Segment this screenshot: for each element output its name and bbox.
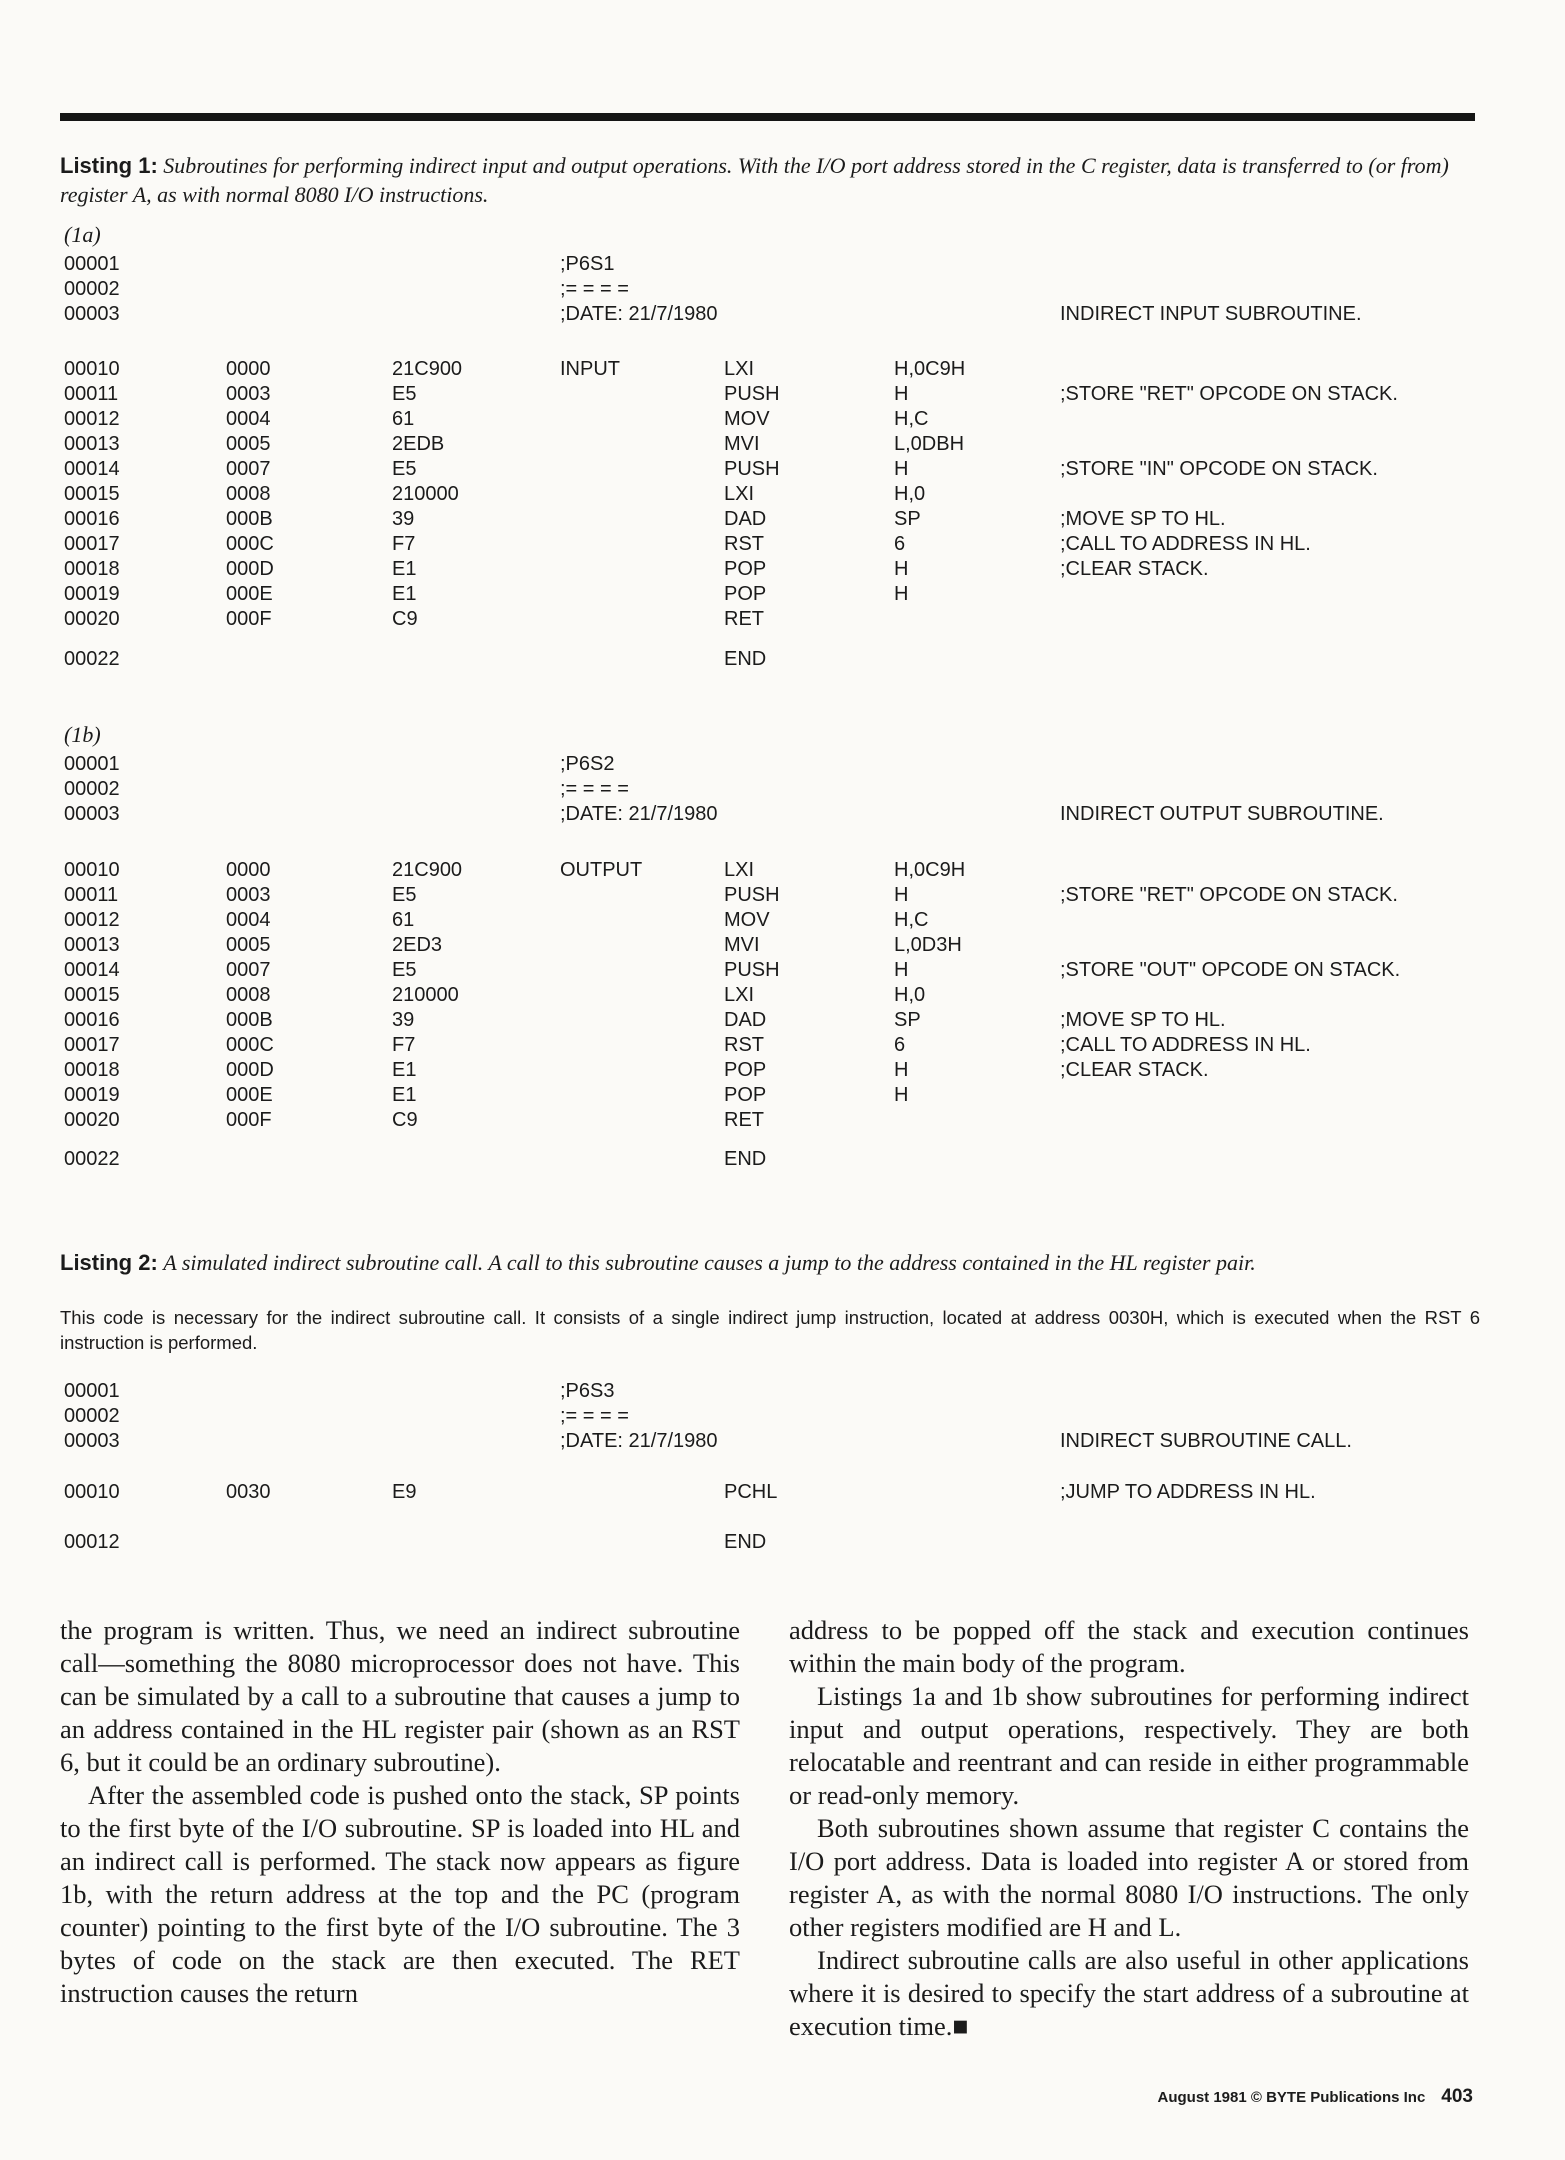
code-cell: MOV xyxy=(724,408,770,430)
code-cell: ;CLEAR STACK. xyxy=(1060,1059,1209,1081)
code-cell: H,0C9H xyxy=(894,859,966,881)
code-cell: E1 xyxy=(392,1059,417,1081)
code-cell: E5 xyxy=(392,383,417,405)
code-line xyxy=(64,252,1484,277)
code-cell: ;STORE "OUT" OPCODE ON STACK. xyxy=(1060,959,1401,981)
body-column-left xyxy=(60,1614,740,2010)
code-line xyxy=(64,1108,1484,1133)
code-cell: 000C xyxy=(226,533,274,555)
listing1b-label: (1b) xyxy=(64,722,101,747)
code-cell: 00022 xyxy=(64,1148,120,1170)
code-cell: F7 xyxy=(392,533,416,555)
code-cell: ;= = = = xyxy=(560,278,629,300)
code-cell: 00010 xyxy=(64,358,120,380)
code-cell: E1 xyxy=(392,583,417,605)
code-cell: DAD xyxy=(724,1009,767,1031)
body-paragraph: the program is written. Thus, we need an indirect subroutine call—something the 8080 microprocessor does not have. This can be simulated by a call to a subroutine that causes a jump to an address contained in the HL register pair (shown as an RST 6, but it could be an ordinary subroutine). xyxy=(60,1615,740,1777)
code-cell: H,C xyxy=(894,408,929,430)
code-cell: RET xyxy=(724,1109,764,1131)
code-cell: 0008 xyxy=(226,483,271,505)
code-cell: MVI xyxy=(724,433,760,455)
code-cell: 0004 xyxy=(226,909,271,931)
code-line xyxy=(64,1058,1484,1083)
code-cell: 0004 xyxy=(226,408,271,430)
code-cell: 00019 xyxy=(64,583,120,605)
code-cell: 00016 xyxy=(64,508,120,530)
code-cell: DAD xyxy=(724,508,767,530)
code-line xyxy=(64,777,1484,802)
code-cell: H xyxy=(894,583,909,605)
code-line xyxy=(64,802,1484,827)
code-line xyxy=(64,1033,1484,1058)
code-cell: E5 xyxy=(392,458,417,480)
body-paragraph: Listings 1a and 1b show subroutines for performing indirect input and output operations, respectively. They are both relocatable and reentrant and can reside in either programmable or read-only memory. xyxy=(789,1681,1469,1810)
code-cell: PUSH xyxy=(724,458,780,480)
code-cell: 00013 xyxy=(64,433,120,455)
code-cell: 0007 xyxy=(226,959,271,981)
body-paragraph: Indirect subroutine calls are also useful in other applications where it is desired to specify the start address of a subroutine at execution time.■ xyxy=(789,1945,1469,2041)
code-cell: 00001 xyxy=(64,253,120,275)
code-cell: 000E xyxy=(226,583,273,605)
code-cell: END xyxy=(724,648,767,670)
code-cell: ;CALL TO ADDRESS IN HL. xyxy=(1060,1034,1311,1056)
code-cell: END xyxy=(724,1531,767,1553)
code-cell: 000C xyxy=(226,1034,274,1056)
code-cell: H xyxy=(894,458,909,480)
code-cell: LXI xyxy=(724,859,755,881)
code-line xyxy=(64,532,1484,557)
code-line xyxy=(64,357,1484,382)
code-cell: E9 xyxy=(392,1481,417,1503)
code-cell: 61 xyxy=(392,408,415,430)
code-cell: 00014 xyxy=(64,959,120,981)
code-cell: 2EDB xyxy=(392,433,445,455)
code-line xyxy=(64,482,1484,507)
code-cell: H xyxy=(894,1084,909,1106)
code-cell: ;MOVE SP TO HL. xyxy=(1060,508,1226,530)
code-cell: 00012 xyxy=(64,408,120,430)
code-cell: 00002 xyxy=(64,1405,120,1427)
code-cell: L,0DBH xyxy=(894,433,965,455)
code-cell: 00010 xyxy=(64,1481,120,1503)
code-cell: F7 xyxy=(392,1034,416,1056)
code-cell: INDIRECT OUTPUT SUBROUTINE. xyxy=(1060,803,1384,825)
code-cell: POP xyxy=(724,583,767,605)
code-cell: 0003 xyxy=(226,884,271,906)
code-cell: 00018 xyxy=(64,1059,120,1081)
page-number: 403 xyxy=(1441,2086,1473,2107)
code-cell: INDIRECT INPUT SUBROUTINE. xyxy=(1060,303,1362,325)
code-cell: 000F xyxy=(226,1109,272,1131)
listing2-caption-text: A simulated indirect subroutine call. A call to this subroutine causes a jump to the address contained in the HL register pair. xyxy=(163,1250,1256,1275)
code-cell: 0000 xyxy=(226,358,271,380)
code-cell: SP xyxy=(894,1009,921,1031)
code-cell: 00002 xyxy=(64,278,120,300)
code-cell: 000E xyxy=(226,1084,273,1106)
code-cell: E5 xyxy=(392,884,417,906)
code-cell: END xyxy=(724,1148,767,1170)
code-line xyxy=(64,958,1484,983)
code-cell: LXI xyxy=(724,358,755,380)
code-cell: 21C900 xyxy=(392,859,463,881)
body-paragraph: address to be popped off the stack and execution continues within the main body of the program. xyxy=(789,1615,1469,1678)
code-cell: H,0 xyxy=(894,984,926,1006)
code-cell: ;= = = = xyxy=(560,1405,629,1427)
code-cell: C9 xyxy=(392,608,418,630)
body-paragraph: Both subroutines shown assume that register C contains the I/O port address. Data is loaded into register A or stored from register A, as with the normal 8080 I/O instructions. The only other registers modified are H and L. xyxy=(789,1813,1469,1942)
code-cell: 000D xyxy=(226,558,274,580)
code-line xyxy=(64,1379,1484,1404)
code-cell: INPUT xyxy=(560,358,620,380)
code-line xyxy=(64,908,1484,933)
code-line xyxy=(64,883,1484,908)
code-cell: H xyxy=(894,959,909,981)
code-line xyxy=(64,1404,1484,1429)
code-cell: ;STORE "RET" OPCODE ON STACK. xyxy=(1060,884,1398,906)
code-cell: 00020 xyxy=(64,1109,120,1131)
code-cell: 00017 xyxy=(64,533,120,555)
code-cell: 00012 xyxy=(64,909,120,931)
code-cell: 00012 xyxy=(64,1531,120,1553)
code-cell: POP xyxy=(724,1084,767,1106)
code-cell: ;DATE: 21/7/1980 xyxy=(560,803,718,825)
code-cell: 61 xyxy=(392,909,415,931)
code-cell: H,0 xyxy=(894,483,926,505)
code-line xyxy=(64,933,1484,958)
code-cell: H,0C9H xyxy=(894,358,966,380)
code-line xyxy=(64,1480,1484,1505)
code-cell: 000D xyxy=(226,1059,274,1081)
code-cell: H xyxy=(894,383,909,405)
code-cell: OUTPUT xyxy=(560,859,643,881)
code-cell: 0008 xyxy=(226,984,271,1006)
code-cell: 000B xyxy=(226,508,273,530)
code-cell: ;MOVE SP TO HL. xyxy=(1060,1009,1226,1031)
code-cell: 00003 xyxy=(64,803,120,825)
code-cell: ;CLEAR STACK. xyxy=(1060,558,1209,580)
code-line xyxy=(64,432,1484,457)
code-cell: RST xyxy=(724,533,764,555)
code-line xyxy=(64,983,1484,1008)
code-cell: 210000 xyxy=(392,483,459,505)
listing2-label: Listing 2: xyxy=(60,1250,158,1275)
code-cell: 00003 xyxy=(64,303,120,325)
code-cell: POP xyxy=(724,558,767,580)
code-cell: PUSH xyxy=(724,959,780,981)
code-cell: RET xyxy=(724,608,764,630)
code-line xyxy=(64,1008,1484,1033)
footer-text: August 1981 © BYTE Publications Inc xyxy=(1157,2089,1426,2106)
code-cell: ;DATE: 21/7/1980 xyxy=(560,1430,718,1452)
code-cell: LXI xyxy=(724,483,755,505)
code-line xyxy=(64,557,1484,582)
listing1-caption-text: Subroutines for performing indirect input and output operations. With the I/O port address stored in the C register, data is transferred to (or from) register A, as with normal 8080 I/O instructions. xyxy=(60,153,1449,207)
code-cell: H xyxy=(894,558,909,580)
code-cell: ;CALL TO ADDRESS IN HL. xyxy=(1060,533,1311,555)
code-cell: ;STORE "RET" OPCODE ON STACK. xyxy=(1060,383,1398,405)
code-cell: 00011 xyxy=(64,884,119,906)
code-cell: 00014 xyxy=(64,458,120,480)
code-cell: 0030 xyxy=(226,1481,271,1503)
code-line xyxy=(64,752,1484,777)
code-cell: 00022 xyxy=(64,648,120,670)
code-cell: 00010 xyxy=(64,859,120,881)
listing2-note: This code is necessary for the indirect subroutine call. It consists of a single indirect jump instruction, located at address 0030H, which is executed when the RST 6 instruction is performed. xyxy=(60,1307,1480,1353)
body-column-right xyxy=(789,1614,1469,2043)
code-cell: E5 xyxy=(392,959,417,981)
code-cell: ;JUMP TO ADDRESS IN HL. xyxy=(1060,1481,1316,1503)
code-cell: ;= = = = xyxy=(560,778,629,800)
code-line xyxy=(64,647,1484,672)
code-cell: ;P6S3 xyxy=(560,1380,615,1402)
code-line xyxy=(64,407,1484,432)
code-cell: MVI xyxy=(724,934,760,956)
code-cell: H,C xyxy=(894,909,929,931)
code-cell: 00001 xyxy=(64,753,120,775)
listing1-label: Listing 1: xyxy=(60,153,158,178)
code-cell: E1 xyxy=(392,558,417,580)
listing1-caption xyxy=(60,151,1480,209)
code-cell: 000F xyxy=(226,608,272,630)
code-line xyxy=(64,382,1484,407)
code-cell: RST xyxy=(724,1034,764,1056)
code-cell: C9 xyxy=(392,1109,418,1131)
code-cell: 00011 xyxy=(64,383,119,405)
code-cell: H xyxy=(894,884,909,906)
code-cell: 00016 xyxy=(64,1009,120,1031)
code-cell: 39 xyxy=(392,1009,415,1031)
code-cell: 000B xyxy=(226,1009,273,1031)
code-cell: 21C900 xyxy=(392,358,463,380)
code-cell: 0005 xyxy=(226,934,271,956)
code-cell: ;STORE "IN" OPCODE ON STACK. xyxy=(1060,458,1378,480)
code-cell: POP xyxy=(724,1059,767,1081)
code-line xyxy=(64,1083,1484,1108)
code-cell: PUSH xyxy=(724,884,780,906)
code-cell: 6 xyxy=(894,533,906,555)
code-cell: 00015 xyxy=(64,483,120,505)
code-cell: MOV xyxy=(724,909,770,931)
code-cell: 00001 xyxy=(64,1380,120,1402)
code-line xyxy=(64,1530,1484,1555)
code-cell: 00018 xyxy=(64,558,120,580)
code-cell: 210000 xyxy=(392,984,459,1006)
listing1a-label: (1a) xyxy=(64,222,101,247)
code-line xyxy=(64,302,1484,327)
code-cell: 00017 xyxy=(64,1034,120,1056)
page-footer xyxy=(1158,2086,1473,2108)
code-cell: ;P6S1 xyxy=(560,253,615,275)
code-cell: 0003 xyxy=(226,383,271,405)
code-cell: PUSH xyxy=(724,383,780,405)
code-cell: 6 xyxy=(894,1034,906,1056)
code-line xyxy=(64,277,1484,302)
code-cell: 00003 xyxy=(64,1430,120,1452)
code-cell: 39 xyxy=(392,508,415,530)
code-cell: ;P6S2 xyxy=(560,753,615,775)
code-cell: 0005 xyxy=(226,433,271,455)
code-cell: 00015 xyxy=(64,984,120,1006)
code-line xyxy=(64,1429,1484,1454)
code-cell: H xyxy=(894,1059,909,1081)
code-cell: 00019 xyxy=(64,1084,120,1106)
code-cell: LXI xyxy=(724,984,755,1006)
code-line xyxy=(64,1147,1484,1172)
code-cell: 0007 xyxy=(226,458,271,480)
code-cell: 00002 xyxy=(64,778,120,800)
code-line xyxy=(64,582,1484,607)
top-rule xyxy=(60,113,1475,121)
code-line xyxy=(64,607,1484,632)
code-cell: INDIRECT SUBROUTINE CALL. xyxy=(1060,1430,1352,1452)
code-cell: 00013 xyxy=(64,934,120,956)
code-cell: 0000 xyxy=(226,859,271,881)
code-line xyxy=(64,858,1484,883)
code-cell: E1 xyxy=(392,1084,417,1106)
code-cell: SP xyxy=(894,508,921,530)
listing2-caption xyxy=(60,1248,1480,1277)
code-cell: 2ED3 xyxy=(392,934,443,956)
code-cell: 00020 xyxy=(64,608,120,630)
code-line xyxy=(64,457,1484,482)
code-line xyxy=(64,507,1484,532)
code-cell: ;DATE: 21/7/1980 xyxy=(560,303,718,325)
code-cell: L,0D3H xyxy=(894,934,962,956)
code-cell: PCHL xyxy=(724,1481,778,1503)
body-paragraph: After the assembled code is pushed onto the stack, SP points to the first byte of the I/O subroutine. SP is loaded into HL and an indirect call is performed. The stack now appears as figure 1b, with the return address at the top and the PC (program counter) pointing to the first byte of the I/O subroutine. The 3 bytes of code on the stack are then executed. The RET instruction causes the return xyxy=(60,1780,740,2008)
